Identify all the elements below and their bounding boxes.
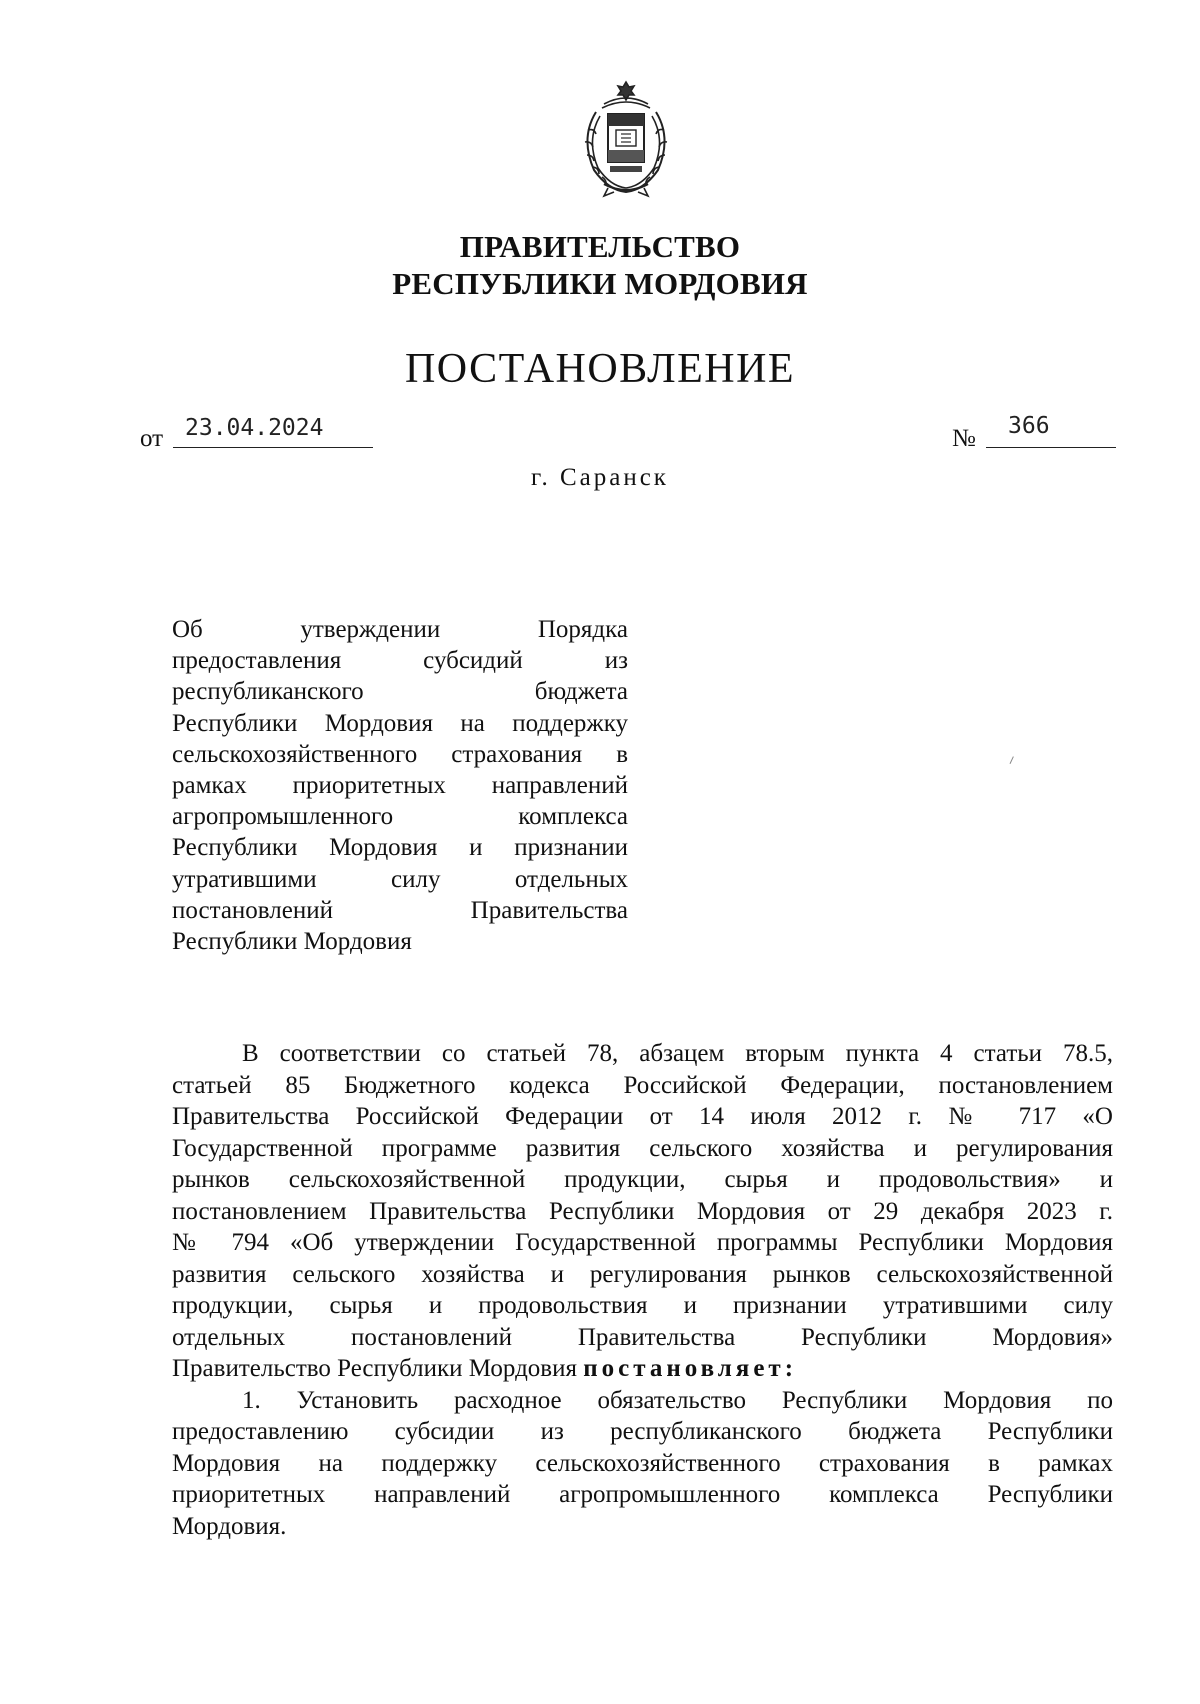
number-label: №: [952, 425, 976, 452]
subject-line: Республики Мордовия на поддержку: [172, 709, 628, 737]
document-type: ПОСТАНОВЛЕНИЕ: [404, 346, 796, 392]
subject-line: Республики Мордовия и признании: [172, 834, 628, 862]
item-line: приоритетных направлений агропромышленного комплекса Республики: [172, 1481, 1113, 1508]
subject-line: сельскохозяйственного страхования в: [172, 740, 628, 768]
document-subject: [172, 614, 628, 957]
subject-line: утратившими силу отдельных: [172, 865, 628, 893]
preamble-line: продукции, сырья и продовольствия и признании утратившими силу: [172, 1292, 1113, 1319]
subject-line: постановлений Правительства: [172, 896, 628, 924]
subject-line: рамках приоритетных направлений: [172, 771, 628, 799]
date-label: от: [140, 425, 164, 452]
city-line: г. Саранск: [531, 464, 669, 491]
item-line: Мордовия.: [172, 1512, 287, 1540]
preamble-line: № 794 «Об утверждении Государственной программы Республики Мордовия: [172, 1229, 1113, 1256]
preamble-line: статьей 85 Бюджетного кодекса Российской Федерации, постановлением: [172, 1071, 1113, 1099]
preamble-line: Правительства Российской Федерации от 14 июля 2012 г. № 717 «О: [172, 1103, 1113, 1130]
date-field: [173, 415, 373, 448]
preamble-line: Государственной программе развития сельского хозяйства и регулирования: [172, 1134, 1113, 1162]
preamble-line: отдельных постановлений Правительства Республики Мордовия»: [172, 1323, 1113, 1351]
resolves-word: постановляет:: [583, 1355, 798, 1382]
item-line: предоставлению субсидии из республиканского бюджета Республики: [172, 1418, 1113, 1445]
preamble-line: развития сельского хозяйства и регулирования рынков сельскохозяйственной: [172, 1260, 1113, 1288]
subject-line: Республики Мордовия: [172, 927, 412, 955]
number-field: [986, 415, 1116, 448]
scan-mark: [1010, 756, 1018, 765]
document-body: [172, 1038, 1113, 1542]
preamble-line: В соответствии со статьей 78, абзацем вторым пункта 4 статьи 78.5,: [242, 1040, 1113, 1067]
number-value: 366: [1008, 413, 1050, 439]
subject-line: агропромышленного комплекса: [172, 803, 628, 831]
resolves-prefix: Правительство Республики Мордовия: [172, 1355, 584, 1382]
preamble-line: постановлением Правительства Республики Мордовия от 29 декабря 2023 г.: [172, 1197, 1113, 1225]
resolves-line: [172, 1353, 1113, 1385]
subject-line: республиканского бюджета: [172, 678, 628, 706]
org-name-line2: РЕСПУБЛИКИ МОРДОВИЯ: [392, 266, 808, 301]
item-line: 1. Установить расходное обязательство Республики Мордовия по: [242, 1386, 1113, 1414]
subject-line: Об утверждении Порядка: [172, 616, 628, 643]
org-name-line1: ПРАВИТЕЛЬСТВО: [459, 229, 741, 264]
date-value: 23.04.2024: [185, 415, 324, 441]
subject-line: предоставления субсидий из: [172, 647, 628, 675]
item-line: Мордовия на поддержку сельскохозяйственного страхования в рамках: [172, 1449, 1113, 1477]
preamble-line: рынков сельскохозяйственной продукции, сырья и продовольствия» и: [172, 1166, 1113, 1193]
coat-of-arms-icon: [574, 78, 678, 200]
